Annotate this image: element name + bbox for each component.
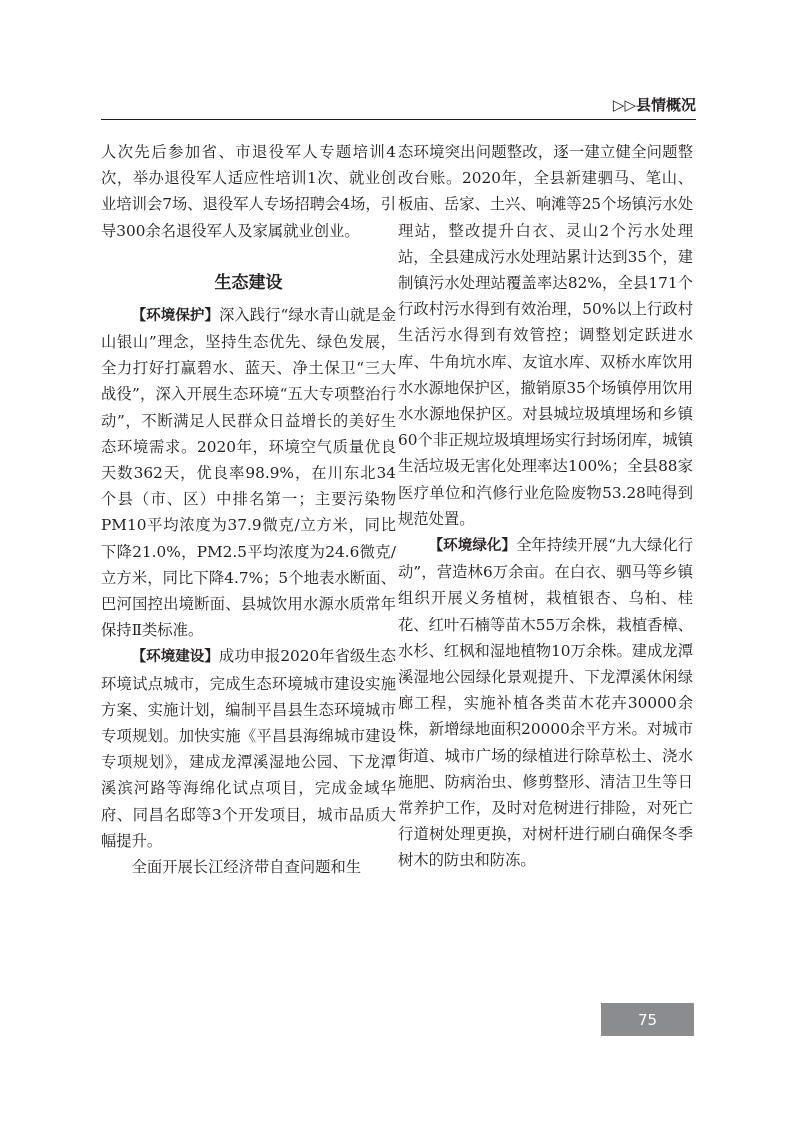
left-column (101, 139, 396, 880)
right-column (398, 139, 693, 874)
page-number-box (601, 1003, 694, 1036)
paragraph-text: 全年持续开展“九大绿化行动”，营造林6万余亩。在白衣、驷马等乡镇组织开展义务植树，栽植银杏、乌桕、桂花、红叶石楠等苗木55万余株，栽植香樟、水杉、红枫和湿地植物10万余株。建成龙潭溪湿地公园绿化景观提升、下龙潭溪休闲绿廊工程，实施补植各类苗木花卉30000余株，新增绿地面积20000余平方米。对城市街道、城市广场的绿植进行除草松土、浇水施肥、防病治虫、修剪整形、清洁卫生等日常养护工作，及时对危树进行排险，对死亡行道树处理更换，对树杆进行刷白确保冬季树木的防虫和防冻。 (398, 536, 693, 870)
paragraph: 人次先后参加省、市退役军人专题培训4次，举办退役军人适应性培训1次、就业创业培训会7场、退役军人专场招聘会4场，引导300余名退役军人及家属就业创业。 (101, 143, 396, 240)
paragraph-environment-protection (101, 302, 396, 644)
header-rule (101, 119, 696, 120)
paragraph-environment-construction (101, 643, 396, 854)
paragraph: 态环境突出问题整改，逐一建立健全问题整改台账。2020年，全县新建驷马、笔山、板庙、岳家、土兴、响滩等25个场镇污水处理站，整改提升白衣、灵山2个污水处理站，全县建成污水处理站累计达到35个，建制镇污水处理站覆盖率达82%，全县171个行政村污水得到有效治理，50%以上行政村生活污水得到有效管控；调整划定跃进水库、牛角坑水库、友谊水库、双桥水库饮用水水源地保护区，撤销原35个场镇停用饮用水水源地保护区。对县城垃圾填埋场和乡镇60个非正规垃圾填埋场实行封场闭库，城镇生活垃圾无害化处理率达100%；全县88家医疗单位和汽修行业危险废物53.28吨得到规范处置。 (398, 143, 693, 528)
paragraph: 全面开展长江经济带自查问题和生 (131, 858, 362, 877)
paragraph-tag: 【环境建设】 (131, 649, 219, 666)
paragraph-text: 深入践行“绿水青山就是金山银山”理念，坚持生态优先、绿色发展，全力打好打赢碧水、蓝天、净土保卫“三大战役”，深入开展生态环境“五大专项整治行动”，不断满足人民群众日益增长的美好生态环境需求。2020年，环境空气质量优良天数362天，优良率98.9%，在川东北34个县（市、区）中排名第一；主要污染物PM10平均浓度为37.9微克/立方米，同比下降21.0%，PM2.5平均浓度为24.6微克/立方米，同比下降4.7%；5个地表水断面、巴河国控出境断面、县城饮用水源水质常年保持Ⅱ类标准。 (101, 305, 396, 640)
paragraph-tag: 【环境绿化】 (428, 538, 517, 555)
paragraph-environment-greening (398, 532, 693, 874)
section-title: 生态建设 (214, 272, 283, 293)
paragraph-tag: 【环境保护】 (131, 307, 220, 324)
page-number: 75 (637, 1010, 658, 1029)
running-header: ▷▷县情概况 (612, 96, 696, 114)
paragraph-text: 成功申报2020年省级生态环境试点城市，完成生态环境城市建设实施方案、实施计划，编制平昌县生态环境城市专项规划。加快实施《平昌县海绵城市建设专项规划》，建成龙潭溪湿地公园、下龙潭溪滨河路等海绵化试点项目，完成金域华府、同昌名邸等3个开发项目，城市品质大幅提升。 (101, 647, 397, 850)
